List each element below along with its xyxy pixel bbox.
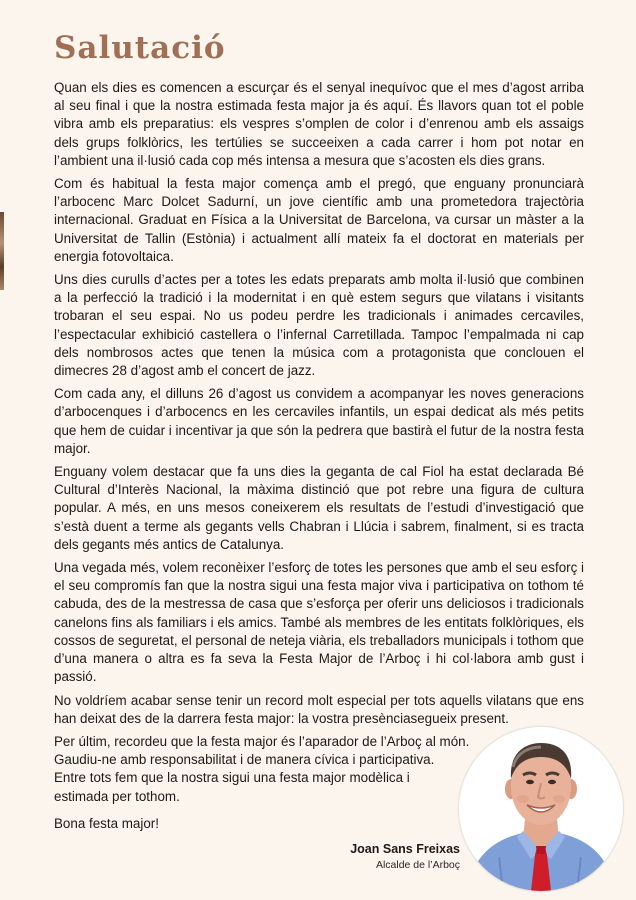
portrait-photo: [459, 727, 623, 891]
closing-text: [54, 733, 474, 833]
paragraph: Quan els dies es comencen a escurçar és el senyal inequívoc que el mes d’agost arriba al seu final i que la nostra estimada festa major ja és aquí. És llavors quan tot el poble vibra amb els preparatius: els vespres s’omplen de color i d’enrenou amb els assaigs dels grups folklòrics, les tertúlies se succeeixen a cada carrer i hom pot notar en l’ambient una il·lusió cada cop més intensa a mesura que s’acosten els dies grans.: [54, 80, 584, 168]
closing-line: estimada per tothom.: [54, 788, 180, 804]
paragraph: Uns dies curulls d’actes per a totes les edats preparats amb molta il·lusió que combinen a la perfecció la tradició i la modernitat i en què estem segurs que vilatans i visitants trobaran el seu espai. No us podeu perdre les tradicionals i animades cercaviles, l’espectacular exhibició castellera o l’infernal Carretillada. Tampoc l’empalmada ni cap dels nombrosos actes que tenen la música com a protagonista que conclouen el dimecres 28 d’agost amb el concert de jazz.: [54, 272, 584, 379]
paragraph: Com és habitual la festa major comença amb el pregó, que enguany pronunciarà l’arbocenc Marc Dolcet Sadurní, un jove científic amb una prometedora trajectòria internacional. Graduat en Física a la Universitat de Barcelona, va cursar un màster a la Universitat de Tallin (Estònia) i actualment allí mateix fa el doctorat en materials per energia fotovoltaica.: [54, 176, 584, 264]
paragraph: Enguany volem destacar que fa uns dies la geganta de cal Fiol ha estat declarada Bé Cultural d’Interès Nacional, la màxima distinció que pot rebre una figura de cultura popular. A més, en uns mesos coneixerem els resultats de l’estudi d’investigació que s’està duent a terme als gegants vells Chabran i Llúcia i sabrem, finalment, si es tracta dels gegants més antics de Catalunya.: [54, 464, 584, 552]
paragraph: No voldríem acabar sense tenir un record molt especial per tots aquells vilatans que ens han deixat des de la darrera festa major: la vostra presènciasegueix present.: [54, 692, 584, 726]
signature-role: Alcalde de l’Arboç: [375, 859, 460, 871]
mayor-portrait: [459, 727, 623, 891]
closing-line: Per últim, recordeu que la festa major és l’aparador de l’Arboç al món.: [54, 734, 470, 749]
farewell: Bona festa major!: [54, 815, 159, 831]
paragraph: Com cada any, el dilluns 26 d’agost us convidem a acompanyar les noves generacions d’arbocenques i d’arbocencs en les cercaviles infantils, un espai dedicat als més petits que hem de cuidar i incentivar ja que són la pedrera que bastirà el futur de la nostra festa major.: [54, 386, 584, 456]
paragraph: Una vegada més, volem reconèixer l’esforç de totes les persones que amb el seu esforç i el seu compromís fan que la nostra sigui una festa major viva i participativa on tothom té cabuda, des de la mestressa de casa que s’esforça per oferir uns deliciosos i tradicionals canelons fins als familiars i els amics. També als membres de les entitats folklòriques, els cossos de seguretat, el personal de neteja viària, els treballadors municipals i tothom que d’una manera o altra es fa seva la Festa Major de l’Arboç i hi col·labora amb gust i passió.: [54, 560, 584, 685]
page-title: Salutació: [54, 30, 226, 66]
signature: [322, 842, 460, 871]
signature-name: Joan Sans Freixas: [350, 842, 460, 856]
page-edge-decoration: [0, 212, 4, 290]
closing-line: Entre tots fem que la nostra sigui una festa major modèlica i: [54, 770, 410, 786]
body-text: [54, 79, 584, 733]
closing-line: Gaudiu-ne amb responsabilitat i de manera cívica i participativa.: [54, 752, 435, 768]
